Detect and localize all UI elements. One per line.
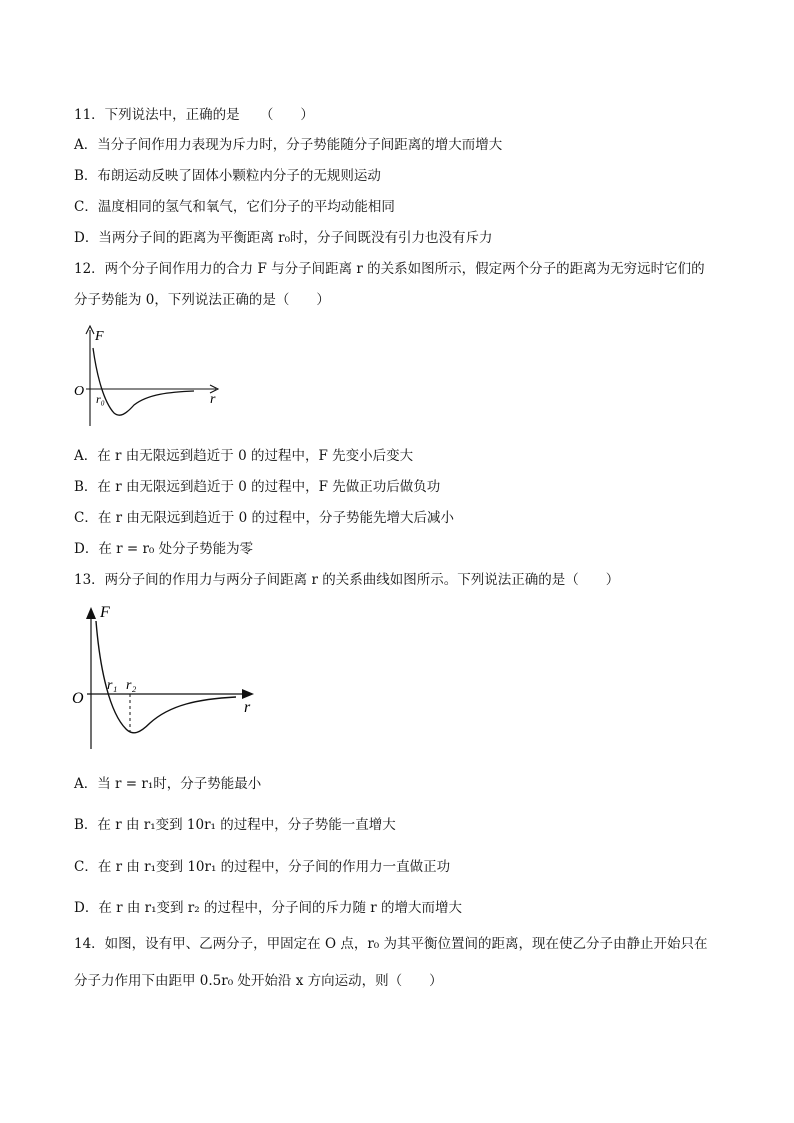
q14-stem-line1: 14．如图，设有甲、乙两分子，甲固定在 O 点，r₀ 为其平衡位置间的距离，现在使乙分子由静止开始只在 bbox=[74, 936, 708, 952]
q12-option-a: A．在 r 由无限远到趋近于 0 的过程中，F 先变小后变大 bbox=[74, 448, 414, 464]
q12-option-b: B．在 r 由无限远到趋近于 0 的过程中，F 先做正功后做负功 bbox=[74, 479, 441, 495]
q13-option-d: D．在 r 由 r₁变到 r₂ 的过程中，分子间的斥力随 r 的增大而增大 bbox=[74, 900, 462, 916]
q13-option-a: A．当 r = r₁时，分子势能最小 bbox=[74, 776, 262, 792]
q13-option-b: B．在 r 由 r₁变到 10r₁ 的过程中，分子势能一直增大 bbox=[74, 817, 396, 833]
q13-o-label: O bbox=[72, 690, 84, 707]
q13-option-c: C．在 r 由 r₁变到 10r₁ 的过程中，分子间的作用力一直做正功 bbox=[74, 859, 451, 875]
q13-force-graph bbox=[70, 601, 265, 753]
q12-force-curve bbox=[93, 348, 194, 415]
q13-r2-label: r₂ bbox=[126, 678, 137, 693]
q13-force-curve bbox=[96, 621, 236, 733]
q12-r-label: r bbox=[210, 392, 216, 407]
q13-f-axis-arrow bbox=[86, 607, 96, 619]
q12-option-d: D．在 r = r₀ 处分子势能为零 bbox=[74, 541, 254, 557]
q12-stem-line1: 12．两个分子间作用力的合力 F 与分子间距离 r 的关系如图所示，假定两个分子的距离为无穷远时它们的 bbox=[74, 261, 705, 277]
q14-stem-line2: 分子力作用下由距甲 0.5r₀ 处开始沿 x 方向运动，则（ ） bbox=[74, 973, 443, 989]
q11-option-c: C．温度相同的氢气和氧气，它们分子的平均动能相同 bbox=[74, 199, 395, 215]
q12-o-label: O bbox=[74, 384, 85, 399]
q12-stem-line2: 分子势能为 0，下列说法正确的是（ ） bbox=[74, 292, 330, 308]
q13-stem: 13．两分子间的作用力与两分子间距离 r 的关系曲线如图所示。下列说法正确的是（ ） bbox=[74, 572, 620, 588]
q11-stem: 11．下列说法中，正确的是 （ ） bbox=[74, 107, 314, 123]
q11-option-a: A．当分子间作用力表现为斥力时，分子势能随分子间距离的增大而增大 bbox=[74, 137, 503, 153]
q13-r1-label: r₁ bbox=[107, 678, 118, 693]
q13-f-label: F bbox=[100, 604, 110, 621]
q12-f-label: F bbox=[95, 329, 104, 344]
q13-r-label: r bbox=[244, 699, 251, 716]
q13-r-axis-arrow bbox=[242, 689, 254, 699]
q11-option-b: B．布朗运动反映了固体小颗粒内分子的无规则运动 bbox=[74, 168, 381, 184]
q12-force-graph bbox=[70, 322, 230, 430]
q12-r0-label: r₀ bbox=[96, 392, 105, 406]
q12-option-c: C．在 r 由无限远到趋近于 0 的过程中，分子势能先增大后减小 bbox=[74, 510, 455, 526]
q11-option-d: D．当两分子间的距离为平衡距离 r₀时，分子间既没有引力也没有斥力 bbox=[74, 230, 493, 246]
